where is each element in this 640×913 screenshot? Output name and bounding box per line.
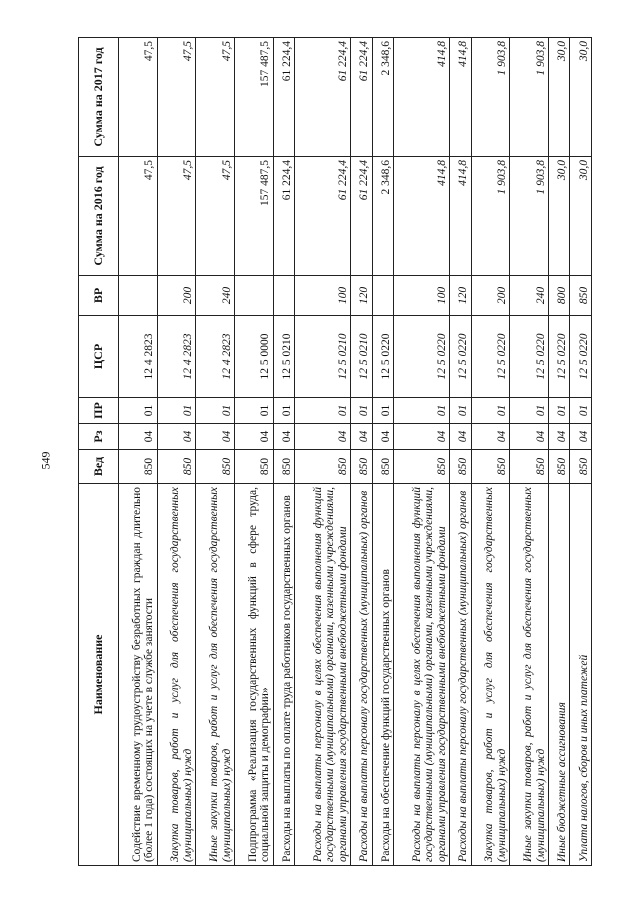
row-csr: 12 5 0210	[295, 316, 351, 398]
row-vr: 100	[295, 276, 351, 316]
row-csr: 12 5 0220	[549, 316, 570, 398]
row-rz: 04	[372, 424, 393, 450]
row-sum-2017: 47,5	[157, 38, 196, 157]
row-vr: 200	[157, 276, 196, 316]
row-sum-2017: 61 224,4	[273, 38, 294, 157]
row-vr: 120	[351, 276, 372, 316]
row-sum-2016: 61 224,4	[351, 157, 372, 276]
row-sum-2016: 157 487,5	[235, 157, 274, 276]
row-csr: 12 5 0210	[351, 316, 372, 398]
col-header-vr: ВР	[79, 276, 119, 316]
table-row	[570, 38, 592, 866]
table-row	[235, 38, 274, 866]
col-header-csr: ЦСР	[79, 316, 119, 398]
row-rz: 04	[549, 424, 570, 450]
row-sum-2017: 47,5	[119, 38, 158, 157]
row-csr: 12 4 2823	[119, 316, 158, 398]
row-pr: 01	[570, 398, 592, 424]
row-ved: 850	[273, 450, 294, 484]
table-row	[196, 38, 235, 866]
row-vr	[119, 276, 158, 316]
col-header-ved: Вед	[79, 450, 119, 484]
row-pr: 01	[394, 398, 450, 424]
row-pr: 01	[372, 398, 393, 424]
col-header-pr: ПР	[79, 398, 119, 424]
row-name: Иные бюджетные ассигнования	[549, 484, 570, 866]
table-row	[295, 38, 351, 866]
row-pr: 01	[196, 398, 235, 424]
table-row	[157, 38, 196, 866]
row-rz: 04	[295, 424, 351, 450]
page-number-text: 549	[38, 451, 53, 470]
row-vr: 240	[196, 276, 235, 316]
row-sum-2017: 61 224,4	[351, 38, 372, 157]
row-rz: 04	[394, 424, 450, 450]
row-pr: 01	[295, 398, 351, 424]
row-rz: 04	[119, 424, 158, 450]
row-ved: 850	[372, 450, 393, 484]
row-csr: 12 5 0220	[394, 316, 450, 398]
row-sum-2016: 47,5	[196, 157, 235, 276]
row-ved: 850	[394, 450, 450, 484]
row-csr: 12 4 2823	[196, 316, 235, 398]
row-ved: 850	[235, 450, 274, 484]
row-sum-2017: 61 224,4	[295, 38, 351, 157]
row-vr: 100	[394, 276, 450, 316]
row-sum-2017: 157 487,5	[235, 38, 274, 157]
row-name: Закупка товаров, работ и услуг для обеспечения государственных (муниципальных) нужд	[471, 484, 510, 866]
row-rz: 04	[510, 424, 549, 450]
row-name: Содействие временному трудоустройству безработных граждан длительно (более 1 года) состоящих на учете в службе занятости	[119, 484, 158, 866]
row-name: Расходы на выплаты персоналу в целях обеспечения выполнения функций государственными (муниципальными) органами, казенными учреждениями, органами управления государственными внебюджетными фондами	[394, 484, 450, 866]
row-ved: 850	[196, 450, 235, 484]
row-ved: 850	[570, 450, 592, 484]
row-ved: 850	[119, 450, 158, 484]
row-pr: 01	[351, 398, 372, 424]
row-pr: 01	[119, 398, 158, 424]
row-name: Расходы на выплаты персоналу в целях обеспечения выполнения функций государственными (муниципальными) органами, казенными учреждениями, органами управления государственными внебюджетными фондами	[295, 484, 351, 866]
row-pr: 01	[273, 398, 294, 424]
row-vr	[273, 276, 294, 316]
row-name: Закупка товаров, работ и услуг для обеспечения государственных (муниципальных) нужд	[157, 484, 196, 866]
row-rz: 04	[196, 424, 235, 450]
row-sum-2017: 30,0	[570, 38, 592, 157]
table-row	[351, 38, 372, 866]
row-sum-2016: 61 224,4	[295, 157, 351, 276]
table-row	[273, 38, 294, 866]
row-vr: 850	[570, 276, 592, 316]
row-csr: 12 5 0220	[570, 316, 592, 398]
row-csr: 12 5 0220	[471, 316, 510, 398]
table-row	[510, 38, 549, 866]
row-sum-2017: 47,5	[196, 38, 235, 157]
row-sum-2016: 414,8	[450, 157, 471, 276]
row-name: Расходы на обеспечение функций государственных органов	[372, 484, 393, 866]
row-vr: 120	[450, 276, 471, 316]
row-sum-2017: 414,8	[450, 38, 471, 157]
row-ved: 850	[471, 450, 510, 484]
table-row	[471, 38, 510, 866]
col-header-rz: Рз	[79, 424, 119, 450]
row-vr: 200	[471, 276, 510, 316]
row-pr: 01	[235, 398, 274, 424]
row-pr: 01	[157, 398, 196, 424]
row-sum-2016: 47,5	[157, 157, 196, 276]
row-rz: 04	[570, 424, 592, 450]
row-rz: 04	[351, 424, 372, 450]
row-vr	[372, 276, 393, 316]
row-name: Расходы на выплаты персоналу государственных (муниципальных) органов	[450, 484, 471, 866]
row-csr: 12 5 0220	[450, 316, 471, 398]
row-rz: 04	[471, 424, 510, 450]
table-row	[372, 38, 393, 866]
row-sum-2017: 2 348,6	[372, 38, 393, 157]
row-ved: 850	[351, 450, 372, 484]
row-sum-2016: 414,8	[394, 157, 450, 276]
col-header-name: Наименование	[79, 484, 119, 866]
row-pr: 01	[450, 398, 471, 424]
row-vr	[235, 276, 274, 316]
row-csr: 12 4 2823	[157, 316, 196, 398]
row-ved: 850	[549, 450, 570, 484]
row-vr: 240	[510, 276, 549, 316]
row-sum-2016: 61 224,4	[273, 157, 294, 276]
row-sum-2017: 414,8	[394, 38, 450, 157]
row-sum-2017: 30,0	[549, 38, 570, 157]
row-sum-2016: 1 903,8	[510, 157, 549, 276]
row-csr: 12 5 0220	[510, 316, 549, 398]
col-header-sum-2017: Сумма на 2017 год	[79, 38, 119, 157]
row-ved: 850	[157, 450, 196, 484]
col-header-sum-2016: Сумма на 2016 год	[79, 157, 119, 276]
rotated-page-area	[78, 38, 592, 866]
table-row	[119, 38, 158, 866]
row-rz: 04	[235, 424, 274, 450]
table-header-row	[79, 38, 119, 866]
row-pr: 01	[471, 398, 510, 424]
row-ved: 850	[295, 450, 351, 484]
table-body	[119, 38, 592, 866]
budget-table	[78, 37, 592, 866]
row-csr: 12 5 0000	[235, 316, 274, 398]
row-sum-2017: 1 903,8	[510, 38, 549, 157]
row-sum-2016: 2 348,6	[372, 157, 393, 276]
row-vr: 800	[549, 276, 570, 316]
row-name: Подпрограмма «Реализация государственных функций в сфере труда, социальной защиты и демографии»	[235, 484, 274, 866]
row-sum-2016: 30,0	[570, 157, 592, 276]
table-row	[450, 38, 471, 866]
row-rz: 04	[450, 424, 471, 450]
row-pr: 01	[549, 398, 570, 424]
row-rz: 04	[157, 424, 196, 450]
row-name: Иные закупки товаров, работ и услуг для обеспечения государственных (муниципальных) нужд	[510, 484, 549, 866]
row-name: Расходы на выплаты по оплате труда работников государственных органов	[273, 484, 294, 866]
row-csr: 12 5 0210	[273, 316, 294, 398]
row-csr: 12 5 0220	[372, 316, 393, 398]
row-sum-2016: 30,0	[549, 157, 570, 276]
row-name: Иные закупки товаров, работ и услуг для обеспечения государственных (муниципальных) нужд	[196, 484, 235, 866]
row-sum-2016: 47,5	[119, 157, 158, 276]
row-rz: 04	[273, 424, 294, 450]
row-name: Расходы на выплаты персоналу государственных (муниципальных) органов	[351, 484, 372, 866]
rotated-table-container	[78, 38, 592, 866]
row-pr: 01	[510, 398, 549, 424]
row-ved: 850	[510, 450, 549, 484]
row-sum-2017: 1 903,8	[471, 38, 510, 157]
page-number	[36, 8, 56, 913]
row-ved: 850	[450, 450, 471, 484]
row-sum-2016: 1 903,8	[471, 157, 510, 276]
table-row	[549, 38, 570, 866]
table-row	[394, 38, 450, 866]
row-name: Уплата налогов, сборов и иных платежей	[570, 484, 592, 866]
